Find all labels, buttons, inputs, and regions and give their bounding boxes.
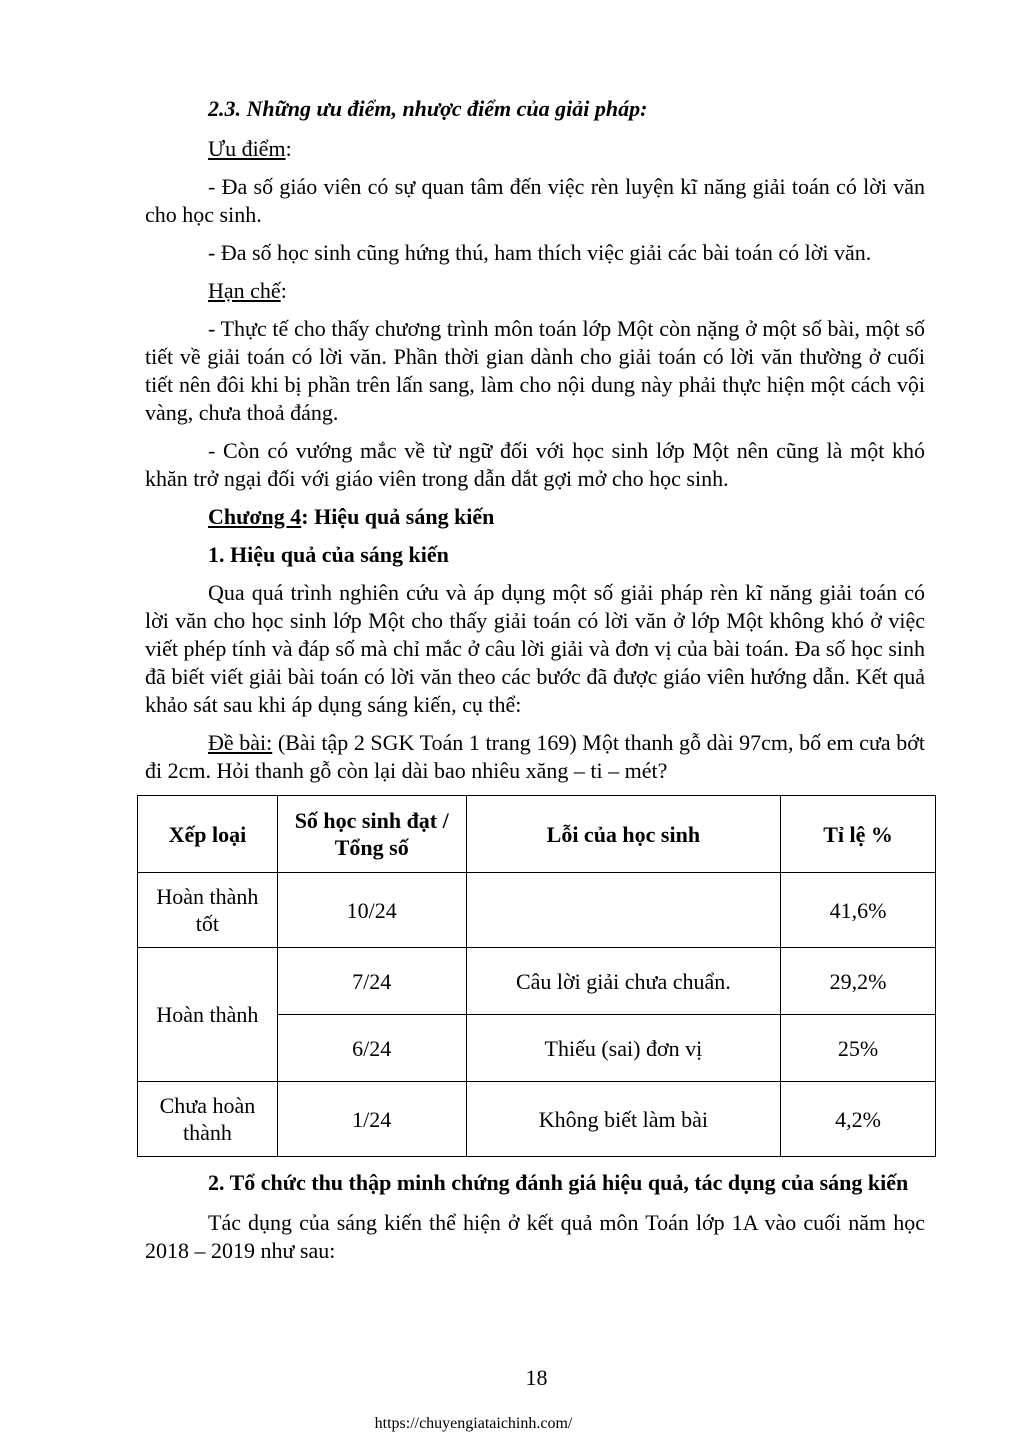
results-table (137, 795, 936, 1157)
table-header-row (138, 796, 936, 873)
cell-rate: 41,6% (781, 873, 936, 948)
cell-count: 10/24 (277, 873, 466, 948)
advantages-label: Ưu điểm (208, 136, 286, 161)
cell-rate: 25% (781, 1015, 936, 1082)
subsection2-paragraph: Tác dụng của sáng kiến thể hiện ở kết quả môn Toán lớp 1A vào cuối năm học 2018 – 2019 như sau: (145, 1210, 925, 1263)
cell-count: 6/24 (277, 1015, 466, 1082)
header-error: Lỗi của học sinh (466, 796, 781, 873)
problem-text: (Bài tập 2 SGK Toán 1 trang 169) Một thanh gỗ dài 97cm, bố em cưa bớt đi 2cm. Hỏi thanh gỗ còn lại dài bao nhiêu xăng – ti – mét? (145, 730, 925, 783)
header-rate: Tỉ lệ % (781, 796, 936, 873)
document-page (145, 95, 925, 1265)
subsection2-heading: 2. Tổ chức thu thập minh chứng đánh giá hiệu quả, tác dụng của sáng kiến (208, 1170, 909, 1195)
cell-rate: 29,2% (781, 948, 936, 1015)
advantage-item: - Đa số giáo viên có sự quan tâm đến việc rèn luyện kĩ năng giải toán có lời văn cho học sinh. (145, 174, 925, 227)
cell-rate: 4,2% (781, 1082, 936, 1157)
page-number: 18 (525, 1365, 548, 1390)
subsection1-heading: 1. Hiệu quả của sáng kiến (208, 542, 449, 567)
cell-error: Không biết làm bài (466, 1082, 781, 1157)
table-row (138, 873, 936, 948)
footer-url[interactable]: https://chuyengiataichinh.com/ (374, 1415, 573, 1432)
problem-label: Đề bài: (208, 730, 273, 755)
cell-count: 1/24 (277, 1082, 466, 1157)
table-row (138, 1082, 936, 1157)
cell-rating: Chưa hoàn thành (138, 1082, 278, 1157)
advantage-item: - Đa số học sinh cũng hứng thú, ham thích việc giải các bài toán có lời văn. (208, 240, 872, 265)
chapter-label: Chương 4 (208, 504, 302, 529)
limitation-item: - Thực tế cho thấy chương trình môn toán lớp Một còn nặng ở một số bài, một số tiết về giải toán có lời văn. Phần thời gian dành cho giải toán có lời văn thường ở cuối tiết nên đôi khi bị phần trên lấn sang, làm cho nội dung này phải thực hiện một cách vội vàng, chưa thoả đáng. (145, 316, 925, 425)
cell-error: Câu lời giải chưa chuẩn. (466, 948, 781, 1015)
cell-rating: Hoàn thành (138, 948, 278, 1082)
advantages-label-line: Ưu điểm: (208, 136, 292, 161)
chapter-heading (145, 503, 925, 531)
limitations-label: Hạn chế (208, 278, 281, 303)
limitation-item: - Còn có vướng mắc về từ ngữ đối với học sinh lớp Một nên cũng là một khó khăn trở ngại đối với giáo viên trong dẫn dắt gợi mở cho học sinh. (145, 438, 925, 491)
header-rating: Xếp loại (138, 796, 278, 873)
limitations-label-line: Hạn chế: (208, 278, 287, 303)
table-row (138, 948, 936, 1015)
chapter-title: : Hiệu quả sáng kiến (301, 504, 495, 529)
problem-statement (145, 729, 925, 785)
cell-count: 7/24 (277, 948, 466, 1015)
subsection1-paragraph: Qua quá trình nghiên cứu và áp dụng một số giải pháp rèn kĩ năng giải toán có lời văn cho học sinh lớp Một cho thấy giải toán có lời văn ở lớp Một không khó ở việc viết phép tính và đáp số mà chỉ mắc ở câu lời giải và đơn vị của bài toán. Đa số học sinh đã biết viết giải bài toán có lời văn theo các bước đã được giáo viên hướng dẫn. Kết quả khảo sát sau khi áp dụng sáng kiến, cụ thể: (145, 580, 925, 717)
cell-error: Thiếu (sai) đơn vị (466, 1015, 781, 1082)
cell-rating: Hoàn thành tốt (138, 873, 278, 948)
section-heading: 2.3. Những ưu điểm, nhược điểm của giải pháp: (208, 96, 648, 121)
header-count: Số học sinh đạt / Tổng số (277, 796, 466, 873)
cell-error (466, 873, 781, 948)
